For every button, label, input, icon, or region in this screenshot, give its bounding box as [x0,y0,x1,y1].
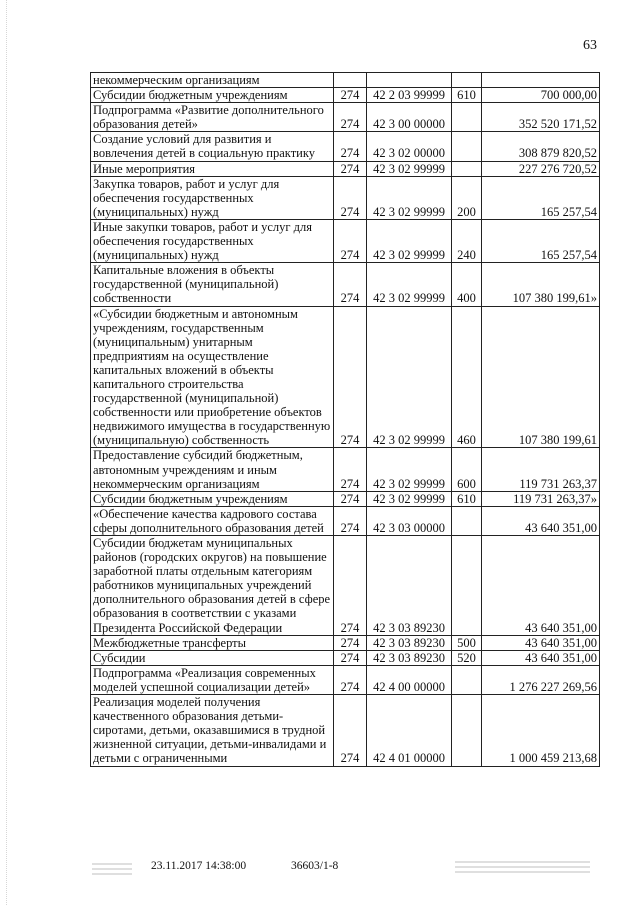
cell-csr: 42 3 02 99999 [367,161,452,176]
cell-name: Подпрограмма «Реализация современных моделей успешной социализации детей» [91,665,334,694]
table-row [91,263,600,306]
cell-sum: 165 257,54 [482,219,600,262]
cell-vr [452,536,482,636]
cell-sum: 700 000,00 [482,88,600,103]
cell-vr [452,695,482,766]
cell-vr [452,161,482,176]
cell-sum: 352 520 171,52 [482,103,600,132]
cell-name: «Обеспечение качества кадрового состава сферы дополнительного образования детей [91,506,334,535]
cell-csr: 42 4 01 00000 [367,695,452,766]
cell-sum: 119 731 263,37» [482,491,600,506]
budget-table [90,72,600,767]
cell-vr: 400 [452,263,482,306]
cell-sum: 107 380 199,61» [482,263,600,306]
cell-csr: 42 3 02 99999 [367,491,452,506]
footer-datetime: 23.11.2017 14:38:00 [151,860,247,872]
table-row [91,635,600,650]
cell-vr: 520 [452,650,482,665]
scan-stamp-left [92,860,132,882]
cell-csr: 42 3 02 99999 [367,448,452,491]
cell-vr [452,506,482,535]
table-row [91,73,600,88]
table-row [91,536,600,636]
cell-csr: 42 4 00 00000 [367,665,452,694]
cell-name: Капитальные вложения в объекты государственной (муниципальной) собственности [91,263,334,306]
cell-grbs: 274 [334,103,367,132]
cell-vr: 600 [452,448,482,491]
table-row [91,695,600,766]
cell-name: Межбюджетные трансферты [91,635,334,650]
cell-vr [452,132,482,161]
cell-vr [452,73,482,88]
cell-csr: 42 3 03 00000 [367,506,452,535]
cell-sum: 1 000 459 213,68 [482,695,600,766]
cell-grbs: 274 [334,635,367,650]
cell-sum: 43 640 351,00 [482,635,600,650]
table-row [91,448,600,491]
cell-grbs [334,73,367,88]
cell-grbs: 274 [334,263,367,306]
cell-name: Субсидии бюджетным учреждениям [91,491,334,506]
cell-name: Иные мероприятия [91,161,334,176]
cell-sum: 119 731 263,37 [482,448,600,491]
cell-grbs: 274 [334,695,367,766]
cell-vr [452,103,482,132]
budget-table-body [91,73,600,767]
cell-sum: 43 640 351,00 [482,506,600,535]
cell-sum: 107 380 199,61 [482,306,600,448]
cell-sum: 43 640 351,00 [482,650,600,665]
cell-sum: 308 879 820,52 [482,132,600,161]
cell-csr: 42 3 03 89230 [367,536,452,636]
cell-grbs: 274 [334,536,367,636]
cell-csr: 42 3 02 99999 [367,306,452,448]
cell-csr: 42 3 00 00000 [367,103,452,132]
cell-sum: 1 276 227 269,56 [482,665,600,694]
cell-csr: 42 3 02 99999 [367,176,452,219]
cell-sum: 165 257,54 [482,176,600,219]
cell-name: Предоставление субсидий бюджетным, автономным учреждениям и иным некоммерческим организациям [91,448,334,491]
table-row [91,506,600,535]
cell-name: Подпрограмма «Развитие дополнительного образования детей» [91,103,334,132]
cell-grbs: 274 [334,176,367,219]
cell-name: Иные закупки товаров, работ и услуг для обеспечения государственных (муниципальных) нужд [91,219,334,262]
cell-grbs: 274 [334,306,367,448]
footer-docnum: 36603/1-8 [291,860,339,872]
cell-grbs: 274 [334,132,367,161]
scan-stamp-right [455,858,590,880]
cell-csr: 42 3 03 89230 [367,650,452,665]
cell-csr [367,73,452,88]
cell-name: Субсидии бюджетным учреждениям [91,88,334,103]
cell-vr: 610 [452,491,482,506]
table-row [91,132,600,161]
table-row [91,176,600,219]
table-row [91,306,600,448]
cell-grbs: 274 [334,665,367,694]
cell-name: некоммерческим организациям [91,73,334,88]
cell-grbs: 274 [334,491,367,506]
cell-csr: 42 3 02 99999 [367,219,452,262]
table-row [91,219,600,262]
cell-sum [482,73,600,88]
table-row [91,103,600,132]
cell-name: Создание условий для развития и вовлечения детей в социальную практику [91,132,334,161]
table-row [91,161,600,176]
cell-csr: 42 2 03 99999 [367,88,452,103]
cell-vr: 200 [452,176,482,219]
cell-grbs: 274 [334,448,367,491]
table-row [91,665,600,694]
table-row [91,88,600,103]
cell-vr: 240 [452,219,482,262]
cell-name: Закупка товаров, работ и услуг для обеспечения государственных (муниципальных) нужд [91,176,334,219]
cell-vr: 500 [452,635,482,650]
cell-vr: 610 [452,88,482,103]
scan-edge [0,0,7,905]
table-row [91,491,600,506]
page-number: 63 [583,38,597,53]
table-row [91,650,600,665]
cell-name: «Субсидии бюджетным и автономным учреждениям, государственным (муниципальным) унитарным предприятиям на осуществление капитальных вложений в объекты капитального строительства государственной (муниципальной) собственности или приобретение объектов недвижимого имущества в государственную (муниципальную) собственность [91,306,334,448]
cell-sum: 43 640 351,00 [482,536,600,636]
cell-grbs: 274 [334,650,367,665]
cell-grbs: 274 [334,506,367,535]
cell-name: Реализация моделей получения качественного образования детьми-сиротами, детьми, оказавшимися в трудной жизненной ситуации, детьми-инвалидами и детьми с ограниченными [91,695,334,766]
cell-vr [452,665,482,694]
cell-name: Субсидии бюджетам муниципальных районов (городских округов) на повышение заработной платы отдельным категориям работников муниципальных учреждений дополнительного образования детей в сфере образования в соответствии с указами Президента Российской Федерации [91,536,334,636]
cell-name: Субсидии [91,650,334,665]
cell-csr: 42 3 02 00000 [367,132,452,161]
cell-grbs: 274 [334,161,367,176]
cell-grbs: 274 [334,88,367,103]
cell-sum: 227 276 720,52 [482,161,600,176]
cell-csr: 42 3 02 99999 [367,263,452,306]
cell-grbs: 274 [334,219,367,262]
cell-csr: 42 3 03 89230 [367,635,452,650]
cell-vr: 460 [452,306,482,448]
